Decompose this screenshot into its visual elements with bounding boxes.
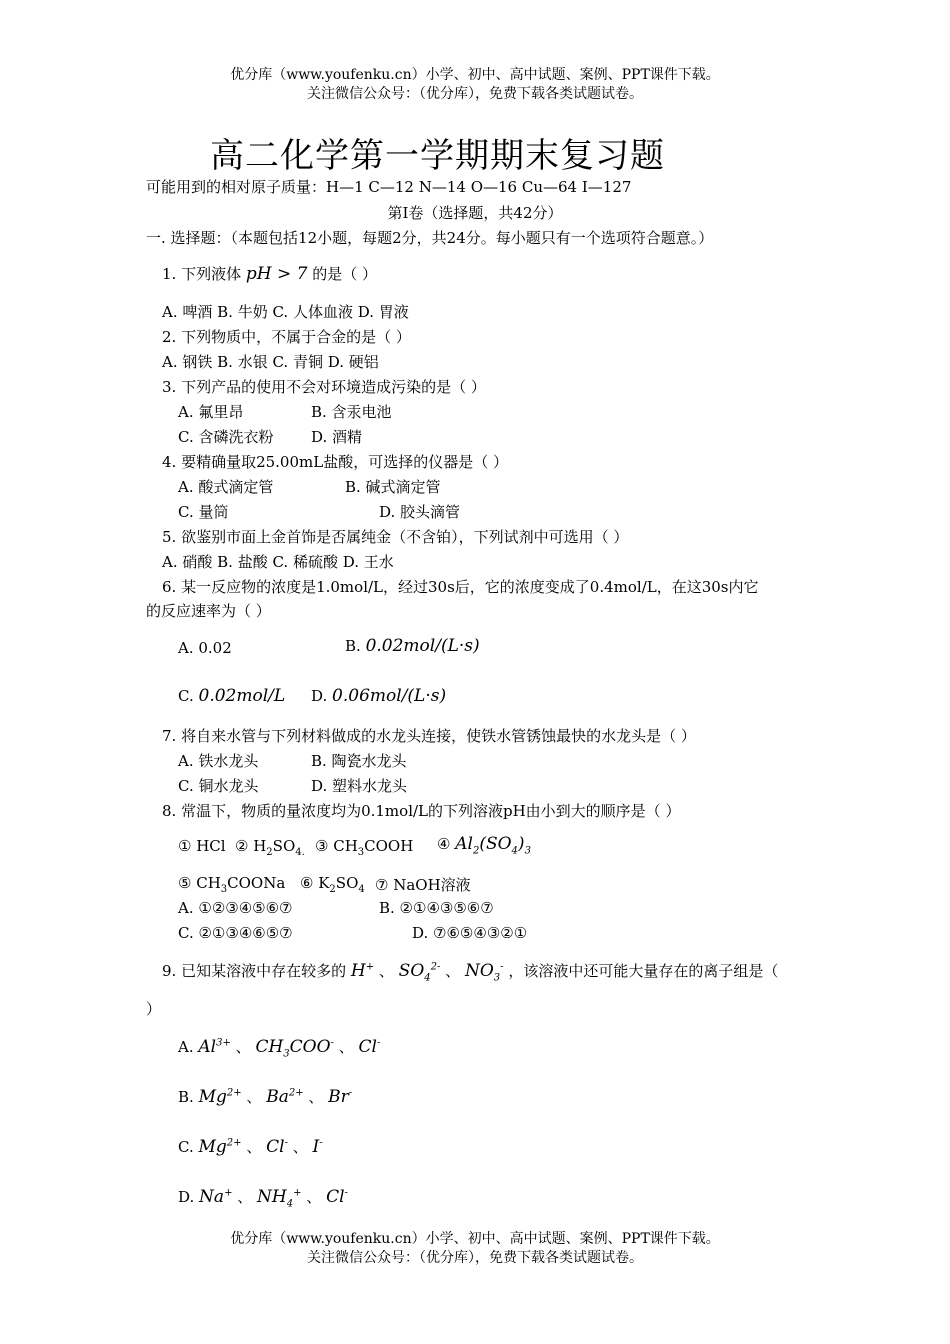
q9-a-ion2-charge: -: [330, 1037, 334, 1049]
question-6-stem-cont: 的反应速率为（ ）: [146, 602, 271, 620]
q9-option-c: [178, 1136, 323, 1157]
q9-b-ion3-text: Br: [328, 1087, 349, 1107]
q9-a-sep2: 、: [338, 1038, 354, 1056]
question-1-stem: [162, 263, 377, 284]
q6-option-c-math: 0.02mol/L: [198, 686, 286, 706]
q9-ion-h-text: H: [350, 961, 366, 981]
q8-item-4-sub1: 2: [472, 845, 480, 857]
q9-ion-no3-charge: -: [500, 961, 504, 973]
q8-item-4: [437, 834, 531, 856]
question-2-stem: 2. 下列物质中，不属于合金的是（ ）: [162, 328, 411, 346]
q9-b-ion1-text: Mg: [198, 1087, 227, 1107]
q8-item-5: [178, 874, 285, 895]
q9-a-ion3: [359, 1037, 381, 1057]
q9-d-ion1: [199, 1187, 232, 1207]
q9-d-ion2-sub: 4: [286, 1198, 294, 1210]
question-2-options: A. 钢铁 B. 水银 C. 青铜 D. 硬铝: [162, 353, 379, 371]
q9-ion-so4: [398, 961, 441, 984]
q9-d-ion2-charge: +: [293, 1187, 302, 1199]
q8-item-5-a: ⑤ CH: [178, 874, 221, 892]
volume-heading: 第I卷（选择题，共42分）: [387, 204, 563, 222]
q9-b-ion2-text: Ba: [266, 1087, 289, 1107]
q6-option-a: A. 0.02: [178, 639, 232, 657]
q3-option-c: C. 含磷洗衣粉: [178, 428, 274, 446]
q8-item-3: [315, 837, 413, 858]
q6-option-d: [311, 686, 446, 706]
question-1-options: A. 啤酒 B. 牛奶 C. 人体血液 D. 胃液: [162, 303, 409, 321]
q9-c-ion3-charge: -: [319, 1137, 323, 1149]
q8-option-d: D. ⑦⑥⑤④③②①: [412, 924, 528, 942]
q9-b-ion2: [266, 1087, 303, 1107]
q9-ion-so4-sub: 4: [424, 972, 431, 984]
q9-a-ion3-charge: -: [376, 1037, 381, 1049]
q9-option-a-label: A.: [178, 1038, 194, 1056]
q8-item-2-a: ② H: [235, 837, 267, 855]
q8-item-1: ① HCl: [178, 837, 226, 855]
page-title: 高二化学第一学期期末复习题: [210, 136, 665, 176]
question-9-close: ）: [146, 1000, 162, 1018]
q6-option-c-label: C.: [178, 687, 194, 705]
q9-c-ion2-text: Cl: [266, 1137, 285, 1157]
question-6-stem: 6. 某一反应物的浓度是1.0mol/L，经过30s后，它的浓度变成了0.4mol/L，在这30s内它: [162, 578, 759, 596]
q9-b-ion1-charge: 2+: [226, 1087, 242, 1099]
q9-d-ion1-charge: +: [224, 1187, 233, 1199]
q8-option-b: B. ②①④③⑤⑥⑦: [379, 899, 494, 917]
q8-item-4-sub3: 3: [524, 845, 531, 857]
q7-option-d: D. 塑料水龙头: [311, 777, 408, 795]
footer-line-2: 关注微信公众号：（优分库），免费下载各类试题试卷。: [307, 1250, 643, 1266]
q9-d-sep1: 、: [237, 1188, 253, 1206]
q9-b-ion2-charge: 2+: [288, 1087, 304, 1099]
q8-item-6: [300, 874, 365, 895]
question-3-stem: 3. 下列产品的使用不会对环境造成污染的是（ ）: [162, 378, 486, 396]
q9-c-ion1: [199, 1137, 242, 1157]
q4-option-c: C. 量筒: [178, 503, 229, 521]
q6-option-b-math: 0.02mol/(L·s): [365, 636, 480, 656]
q9-d-ion2-text: NH: [257, 1187, 287, 1207]
q9-ion-h-charge: +: [365, 961, 375, 973]
q8-option-a: A. ①②③④⑤⑥⑦: [178, 899, 293, 917]
q9-option-d: [178, 1186, 348, 1209]
q9-d-ion1-text: Na: [199, 1187, 225, 1207]
q9-b-sep2: 、: [308, 1088, 324, 1106]
q9-stem-text: 9. 已知某溶液中存在较多的: [162, 962, 347, 980]
q9-c-ion3-text: I: [312, 1137, 320, 1157]
question-5-options: A. 硝酸 B. 盐酸 C. 稀硫酸 D. 王水: [162, 553, 394, 571]
q7-option-b: B. 陶瓷水龙头: [311, 752, 407, 770]
q8-item-4-sub2: 4: [511, 845, 518, 857]
q4-option-a: A. 酸式滴定管: [178, 478, 274, 496]
q8-item-4-formula: [455, 834, 531, 857]
q6-option-c: [178, 686, 285, 706]
q6-option-d-label: D.: [311, 687, 328, 705]
q8-item-5-c: COONa: [227, 874, 286, 892]
q9-b-sep1: 、: [246, 1088, 262, 1106]
q8-item-4-al: Al: [455, 834, 473, 854]
q9-c-ion1-charge: 2+: [226, 1137, 242, 1149]
q9-a-ion3-text: Cl: [358, 1037, 377, 1057]
q8-item-5-sub: 3: [220, 884, 228, 895]
q9-c-ion1-text: Mg: [198, 1137, 227, 1157]
section-heading: 一. 选择题：（本题包括12小题，每题2分，共24分。每小题只有一个选项符合题意。）: [146, 229, 714, 247]
q9-stem-tail: ，该溶液中还可能大量存在的离子组是（: [508, 962, 779, 980]
q9-c-ion2: [266, 1137, 288, 1157]
q4-option-d: D. 胶头滴管: [379, 503, 461, 521]
q9-a-ion2: [255, 1037, 334, 1060]
q6-option-b-label: B.: [345, 637, 361, 655]
q9-d-ion3: [326, 1187, 348, 1207]
question-8-stem: 8. 常温下，物质的量浓度均为0.1mol/L的下列溶液pH由小到大的顺序是（ ）: [162, 802, 681, 820]
q6-option-b: [345, 636, 480, 656]
question-4-stem: 4. 要精确量取25.00mL盐酸，可选择的仪器是（ ）: [162, 453, 508, 471]
q9-a-ion1-text: Al: [198, 1037, 217, 1057]
footer-line-1: 优分库（www.youfenku.cn）小学、初中、高中试题、案例、PPT课件下载。: [230, 1231, 720, 1247]
q8-item-3-a: ③ CH: [315, 837, 358, 855]
q8-item-4-paren: ): [517, 834, 525, 854]
q4-option-b: B. 碱式滴定管: [345, 478, 441, 496]
q9-ion-no3-sub: 3: [493, 972, 501, 984]
q7-option-a: A. 铁水龙头: [178, 752, 259, 770]
q7-option-c: C. 铜水龙头: [178, 777, 259, 795]
q9-d-ion3-charge: -: [344, 1187, 348, 1199]
q9-sep-1: 、: [378, 962, 394, 980]
q9-option-c-label: C.: [178, 1138, 194, 1156]
q3-option-d: D. 酒精: [311, 428, 363, 446]
q9-c-ion3: [313, 1137, 323, 1157]
q9-option-a: [178, 1036, 380, 1059]
q8-item-3-sub: 3: [357, 847, 365, 858]
q9-c-sep2: 、: [292, 1138, 308, 1156]
q3-option-b: B. 含汞电池: [311, 403, 392, 421]
q1-stem-tail: 的是（ ）: [312, 265, 378, 283]
q8-item-6-c: SO: [335, 874, 359, 892]
q9-b-ion3: [328, 1087, 352, 1107]
q8-item-4-num: ④: [437, 835, 451, 853]
q9-b-ion3-charge: -: [348, 1087, 353, 1099]
q9-ion-so4-charge: 2-: [430, 961, 441, 973]
q6-option-d-math: 0.06mol/(L·s): [332, 686, 447, 706]
q9-ion-no3: [464, 961, 504, 984]
q9-ion-h: [351, 961, 374, 981]
q8-item-2-c: SO: [272, 837, 296, 855]
header-line-1: 优分库（www.youfenku.cn）小学、初中、高中试题、案例、PPT课件下载。: [230, 67, 720, 83]
q9-b-ion1: [199, 1087, 242, 1107]
q9-option-d-label: D.: [178, 1188, 195, 1206]
q9-d-ion2: [257, 1187, 302, 1210]
q9-a-ion2-text2: COO: [289, 1037, 331, 1057]
q1-math: pH > 7: [245, 264, 308, 284]
q9-a-ion1: [198, 1037, 230, 1057]
q9-sep-2: 、: [445, 962, 461, 980]
q8-item-6-sub2: 4: [358, 884, 365, 895]
q9-a-ion1-charge: 3+: [216, 1037, 231, 1049]
q1-stem-text: 1. 下列液体: [162, 265, 242, 283]
q8-item-6-sub: 2: [329, 884, 336, 895]
atomic-mass-line: 可能用到的相对原子质量：H—1 C—12 N—14 O—16 Cu—64 I—127: [146, 178, 632, 196]
q8-item-2-sub2: 4.: [295, 847, 305, 858]
q9-d-sep2: 、: [306, 1188, 322, 1206]
q9-option-b: [178, 1086, 352, 1107]
q8-item-4-so: (SO: [479, 834, 512, 854]
q9-ion-no3-text: NO: [464, 961, 494, 981]
q9-c-ion2-charge: -: [284, 1137, 288, 1149]
q8-item-3-c: COOH: [364, 837, 414, 855]
q8-item-6-a: ⑥ K: [300, 874, 330, 892]
q8-item-2-sub: 2: [266, 847, 273, 858]
q9-a-ion2-text: CH: [255, 1037, 284, 1057]
q3-option-a: A. 氟里昂: [178, 403, 244, 421]
q9-ion-so4-text: SO: [398, 961, 425, 981]
question-7-stem: 7. 将自来水管与下列材料做成的水龙头连接，使铁水管锈蚀最快的水龙头是（ ）: [162, 727, 696, 745]
question-5-stem: 5. 欲鉴别市面上金首饰是否属纯金（不含铂），下列试剂中可选用（ ）: [162, 528, 629, 546]
q9-option-b-label: B.: [178, 1088, 194, 1106]
q9-a-ion2-sub: 3: [283, 1048, 290, 1060]
q8-option-c: C. ②①③④⑥⑤⑦: [178, 924, 293, 942]
q9-c-sep1: 、: [246, 1138, 262, 1156]
question-9-stem: [162, 960, 778, 983]
q9-a-sep1: 、: [235, 1038, 251, 1056]
q9-d-ion3-text: Cl: [326, 1187, 345, 1207]
header-line-2: 关注微信公众号：（优分库），免费下载各类试题试卷。: [307, 86, 643, 102]
q8-item-2: [235, 837, 305, 858]
q8-item-7: ⑦ NaOH溶液: [375, 876, 471, 894]
